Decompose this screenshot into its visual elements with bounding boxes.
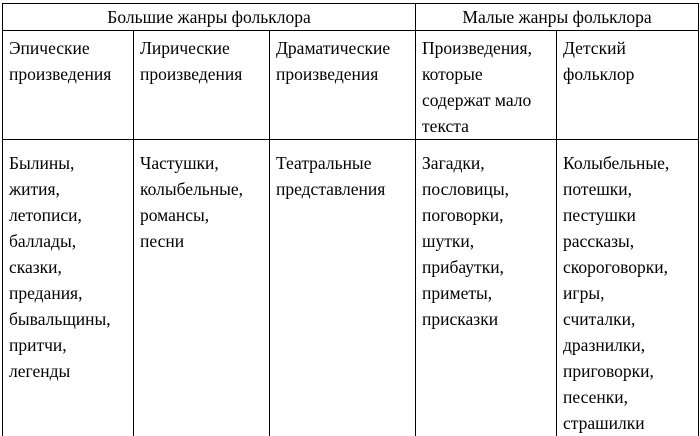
list-item: представления [276, 176, 409, 202]
large-genres-header: Большие жанры фольклора [3, 4, 416, 31]
list-item: Загадки, [422, 150, 550, 176]
list-item: дразнилки, [563, 332, 692, 358]
list-item: легенды [9, 358, 127, 384]
epic-works-header: Эпические произведения [3, 31, 134, 140]
list-item: поговорки, [422, 202, 550, 228]
short-text-works-header: Произведения, которые содержат мало текста [416, 31, 557, 140]
list-item: шутки, [422, 228, 550, 254]
list-item: колыбельные, [140, 176, 263, 202]
dramatic-works-cell [270, 140, 416, 436]
list-item: пословицы, [422, 176, 550, 202]
list-item: песни [140, 228, 263, 254]
list-item: Былины, [9, 150, 127, 176]
list-item: рассказы, [563, 228, 692, 254]
subheader-row [3, 31, 699, 140]
list-item: баллады, [9, 228, 127, 254]
list-item: страшилки [563, 410, 692, 436]
list-item: приговорки, [563, 358, 692, 384]
group-header-row [3, 4, 699, 31]
childrens-folklore-cell [557, 140, 699, 436]
list-item: считалки, [563, 306, 692, 332]
list-item: летописи, [9, 202, 127, 228]
small-genres-header: Малые жанры фольклора [416, 4, 699, 31]
list-item: присказки [422, 306, 550, 332]
content-row [3, 140, 699, 436]
list-item: Частушки, [140, 150, 263, 176]
list-item: потешки, [563, 176, 692, 202]
list-item: сказки, [9, 254, 127, 280]
list-item: Театральные [276, 150, 409, 176]
list-item: песенки, [563, 384, 692, 410]
list-item: бывальщины, [9, 306, 127, 332]
list-item: жития, [9, 176, 127, 202]
short-text-works-cell [416, 140, 557, 436]
epic-works-cell [3, 140, 134, 436]
dramatic-works-header: Драматические произведения [270, 31, 416, 140]
folklore-genres-table [2, 3, 699, 436]
list-item: игры, [563, 280, 692, 306]
lyric-works-header: Лирические произведения [134, 31, 270, 140]
list-item: Колыбельные, [563, 150, 692, 176]
list-item: притчи, [9, 332, 127, 358]
list-item: пестушки [563, 202, 692, 228]
list-item: предания, [9, 280, 127, 306]
childrens-folklore-header: Детский фольклор [557, 31, 699, 140]
lyric-works-cell [134, 140, 270, 436]
list-item: приметы, [422, 280, 550, 306]
list-item: романсы, [140, 202, 263, 228]
list-item: скороговорки, [563, 254, 692, 280]
list-item: прибаутки, [422, 254, 550, 280]
